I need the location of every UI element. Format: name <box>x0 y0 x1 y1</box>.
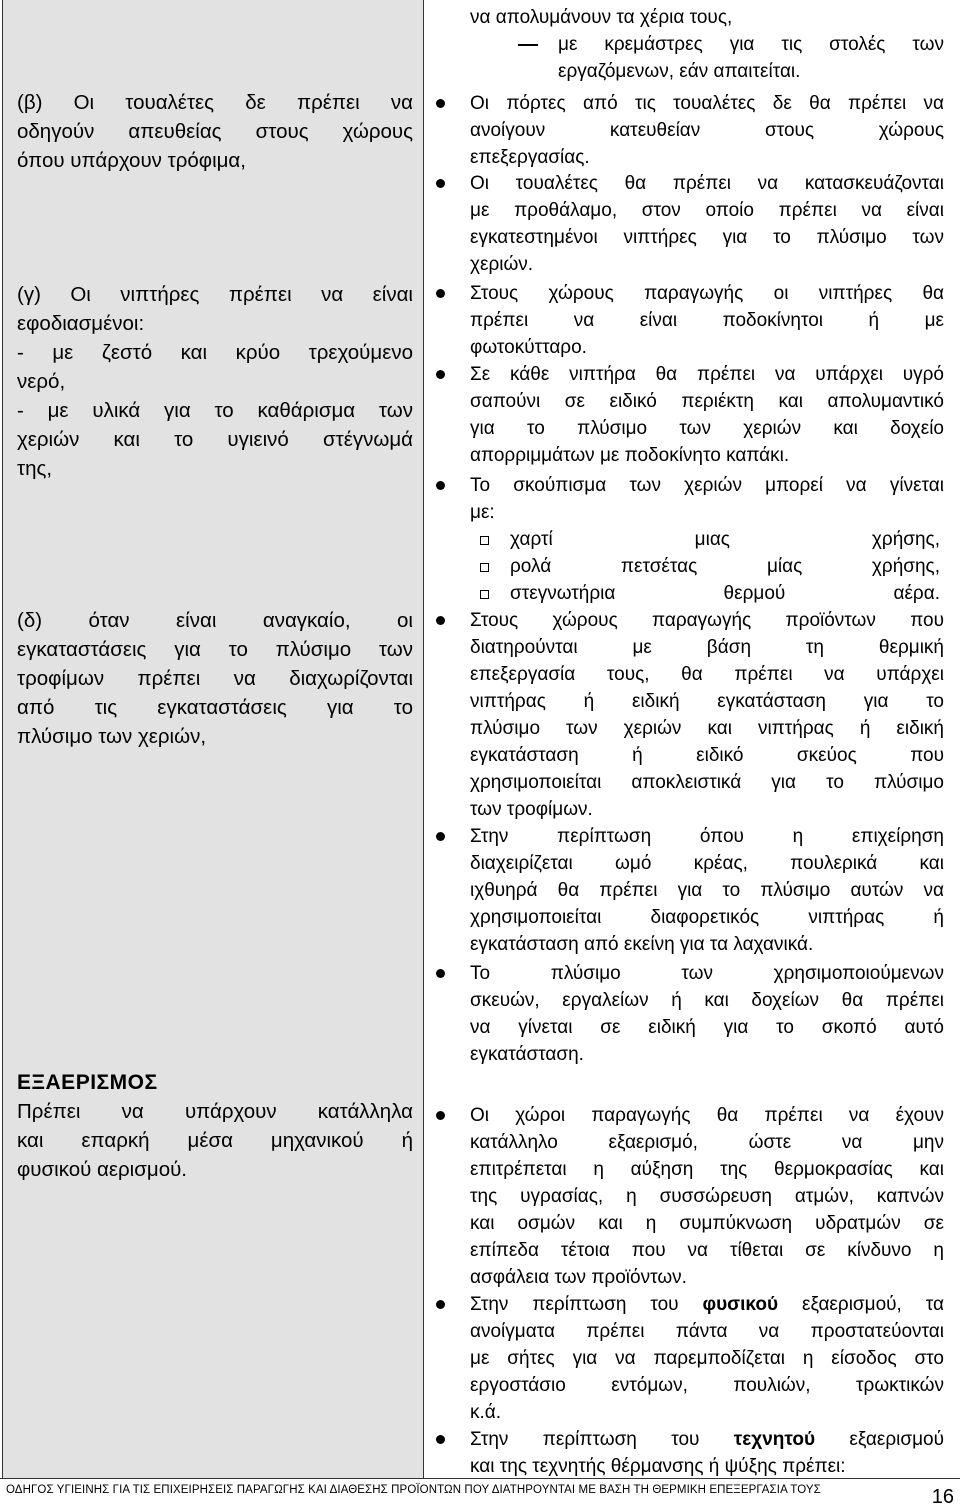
continued-line <box>470 4 944 31</box>
text-line: χεριών. <box>470 254 534 275</box>
text-line: τροφίμων πρέπει να διαχωρίζονται <box>17 667 413 690</box>
text-line: νιπτήρας ή ειδική εγκατάσταση για το <box>470 691 944 712</box>
text-line: με προθάλαμο, στον οποίο πρέπει να είναι <box>470 200 944 221</box>
text-line: με: <box>470 502 495 523</box>
bullet-icon <box>436 481 445 490</box>
footer-divider <box>0 1478 960 1479</box>
text-line: Στην περίπτωση του φυσικού εξαερισμού, τα <box>470 1294 944 1315</box>
text-line: εγκατεστημένοι νιπτήρες για το πλύσιμο των <box>470 227 944 248</box>
square-bullet-icon <box>480 563 489 572</box>
text-line: - με ζεστό και κρύο τρεχούμενο <box>17 341 413 364</box>
text-line: διατηρούνται με βάση τη θερμική <box>470 637 944 658</box>
text-line: νερό, <box>17 370 66 393</box>
text-line: και οσμών και η συμπύκνωση υδρατμών σε <box>470 1213 944 1234</box>
text-line: εγκαταστάσεις για το πλύσιμο των <box>17 638 413 661</box>
text-line: Οι χώροι παραγωγής θα πρέπει να έχουν <box>470 1105 944 1126</box>
text-line: να απολυμάνουν τα χέρια τους, <box>470 7 733 28</box>
text-line: εγκατάσταση. <box>470 1044 584 1065</box>
emphasis-artificial: τεχνητού <box>733 1429 816 1450</box>
text-line: οδηγούν απευθείας στους χώρους <box>17 120 413 143</box>
text-line: κατάλληλο εξαερισμό, ώστε να μην <box>470 1132 944 1153</box>
sub-list-item: ρολά πετσέτας μίας χρήσης, <box>510 556 940 577</box>
bullet-icon <box>436 289 445 298</box>
text-line: της, <box>17 457 53 480</box>
bullet-icon <box>436 616 445 625</box>
text-line: χρησιμοποιείται διαφορετικός νιπτήρας ή <box>470 907 944 928</box>
text-line: Στους χώρους παραγωγής προϊόντων που <box>470 610 944 631</box>
text-line: φυσικού αερισμού. <box>17 1158 187 1181</box>
text-line: ιχθυηρά θα πρέπει για το πλύσιμο αυτών να <box>470 880 944 901</box>
text-line: της υγρασίας, η συσσώρευση ατμών, καπνών <box>470 1186 944 1207</box>
text-line: από τις εγκαταστάσεις για το <box>17 696 413 719</box>
text-line: (γ) Οι νιπτήρες πρέπει να είναι <box>17 283 413 306</box>
bullet-icon <box>436 832 445 841</box>
page-number: 16 <box>931 1486 954 1508</box>
text-line: επεξεργασίας. <box>470 147 590 168</box>
footer-text: ΟΔΗΓΟΣ ΥΓΙΕΙΝΗΣ ΓΙΑ ΤΙΣ ΕΠΙΧΕΙΡΗΣΕΙΣ ΠΑΡΑΓΩΓΗΣ ΚΑΙ ΔΙΑΘΕΣΗΣ ΠΡΟΪΟΝΤΩΝ ΠΟΥ ΔΙΑΤΗΡΟΥΝΤΑΙ ΜΕ ΒΑΣΗ ΤΗ ΘΕΡΜΙΚΗ ΕΠΕΞΕΡΓΑΣΙΑ ΤΟΥΣ <box>6 1484 821 1496</box>
sub-list-item: χαρτί μιας χρήσης, <box>510 529 940 550</box>
text-line: σκευών, εργαλείων ή και δοχείων θα πρέπει <box>470 990 944 1011</box>
emphasis-natural: φυσικού <box>702 1294 779 1315</box>
text-line: Στους χώρους παραγωγής οι νιπτήρες θα <box>470 283 944 304</box>
dash-marker <box>518 44 538 46</box>
text-line: όπου υπάρχουν τρόφιμα, <box>17 149 246 172</box>
text-line: (β) Οι τουαλέτες δε πρέπει να <box>17 91 413 114</box>
text-line: Σε κάθε νιπτήρα θα πρέπει να υπάρχει υγρό <box>470 364 944 385</box>
text-line: Στην περίπτωση όπου η επιχείρηση <box>470 826 944 847</box>
text-line: πρέπει να είναι ποδοκίνητοι ή με <box>470 310 944 331</box>
text-line: διαχειρίζεται ωμό κρέας, πουλερικά και <box>470 853 944 874</box>
text-line: χρησιμοποιείται αποκλειστικά για το πλύσιμο <box>470 772 944 793</box>
text-line: φωτοκύτταρο. <box>470 337 587 358</box>
requirement-d <box>17 606 413 751</box>
text-line: Οι τουαλέτες θα πρέπει να κατασκευάζονται <box>470 173 944 194</box>
requirement-b <box>17 88 413 175</box>
text-line: Στην περίπτωση του τεχνητού εξαερισμού <box>470 1429 944 1450</box>
square-bullet-icon <box>480 536 489 545</box>
text-line: επιτρέπεται η αύξηση της θερμοκρασίας και <box>470 1159 944 1180</box>
text-line: πλύσιμο των χεριών, <box>17 725 207 748</box>
bullet-icon <box>436 1300 445 1309</box>
text-line: εγκατάσταση ή ειδικό σκεύος που <box>470 745 944 766</box>
text-line: εργαζόμενων, εάν απαιτείται. <box>558 61 801 82</box>
bullet-icon <box>436 1111 445 1120</box>
section-heading: ΕΞΑΕΡΙΣΜΟΣ <box>17 1071 158 1094</box>
text-line: Το σκούπισμα των χεριών μπορεί να γίνεται <box>470 475 944 496</box>
requirement-c <box>17 280 413 483</box>
bullet-icon <box>436 370 445 379</box>
text-line: των τροφίμων. <box>470 799 593 820</box>
text-line: πλύσιμο των χεριών και νιπτήρας ή ειδική <box>470 718 944 739</box>
text-line: Το πλύσιμο των χρησιμοποιούμενων <box>470 963 944 984</box>
text-line: απορριμμάτων με ποδοκίνητο καπάκι. <box>470 445 790 466</box>
sub-list-item: στεγνωτήρια θερμού αέρα. <box>510 583 940 604</box>
text-line: εγκατάσταση από εκείνη για τα λαχανικά. <box>470 934 814 955</box>
text-line: να γίνεται σε ειδική για το σκοπό αυτό <box>470 1017 944 1038</box>
ventilation-section <box>17 1068 413 1184</box>
text-line: επίπεδα τέτοια που να τίθεται σε κίνδυνο η <box>470 1240 944 1261</box>
bullet-icon <box>436 1435 445 1444</box>
bullet-icon <box>436 99 445 108</box>
text-line: εφοδιασμένοι: <box>17 312 145 335</box>
text-line: για το πλύσιμο των χεριών και δοχείο <box>470 418 944 439</box>
text-line: ανοίγματα πρέπει πάντα να προστατεύονται <box>470 1321 944 1342</box>
text-line: και της τεχνητής θέρμανσης ή ψύξης πρέπει: <box>470 1456 846 1477</box>
text-line: ασφάλεια των προϊόντων. <box>470 1267 687 1288</box>
text-line: - με υλικά για το καθάρισμα των <box>17 399 413 422</box>
bullet-icon <box>436 969 445 978</box>
text-line: (δ) όταν είναι αναγκαίο, οι <box>17 609 413 632</box>
text-line: ανοίγουν κατευθείαν στους χώρους <box>470 120 944 141</box>
text-line: σαπούνι σε ειδικό περιέκτη και απολυμαντικό <box>470 391 944 412</box>
right-column <box>424 0 958 1478</box>
text-line: κ.ά. <box>470 1402 502 1423</box>
left-column <box>2 0 424 1478</box>
text-line: εργοστάσιο εντόμων, πουλιών, τρωκτικών <box>470 1375 944 1396</box>
text-line: επεξεργασία τους, θα πρέπει να υπάρχει <box>470 664 944 685</box>
bullet-icon <box>436 179 445 188</box>
square-bullet-icon <box>480 590 489 599</box>
text-line: χεριών και το υγιεινό στέγνωμά <box>17 428 413 451</box>
text-line: Πρέπει να υπάρχουν κατάλληλα <box>17 1100 413 1123</box>
text-line: με σήτες για να παρεμποδίζεται η είσοδος στο <box>470 1348 944 1369</box>
text-line: με κρεμάστρες για τις στολές των <box>558 34 944 55</box>
text-line: Οι πόρτες από τις τουαλέτες δε θα πρέπει να <box>470 93 944 114</box>
text-line: και επαρκή μέσα μηχανικού ή <box>17 1129 413 1152</box>
